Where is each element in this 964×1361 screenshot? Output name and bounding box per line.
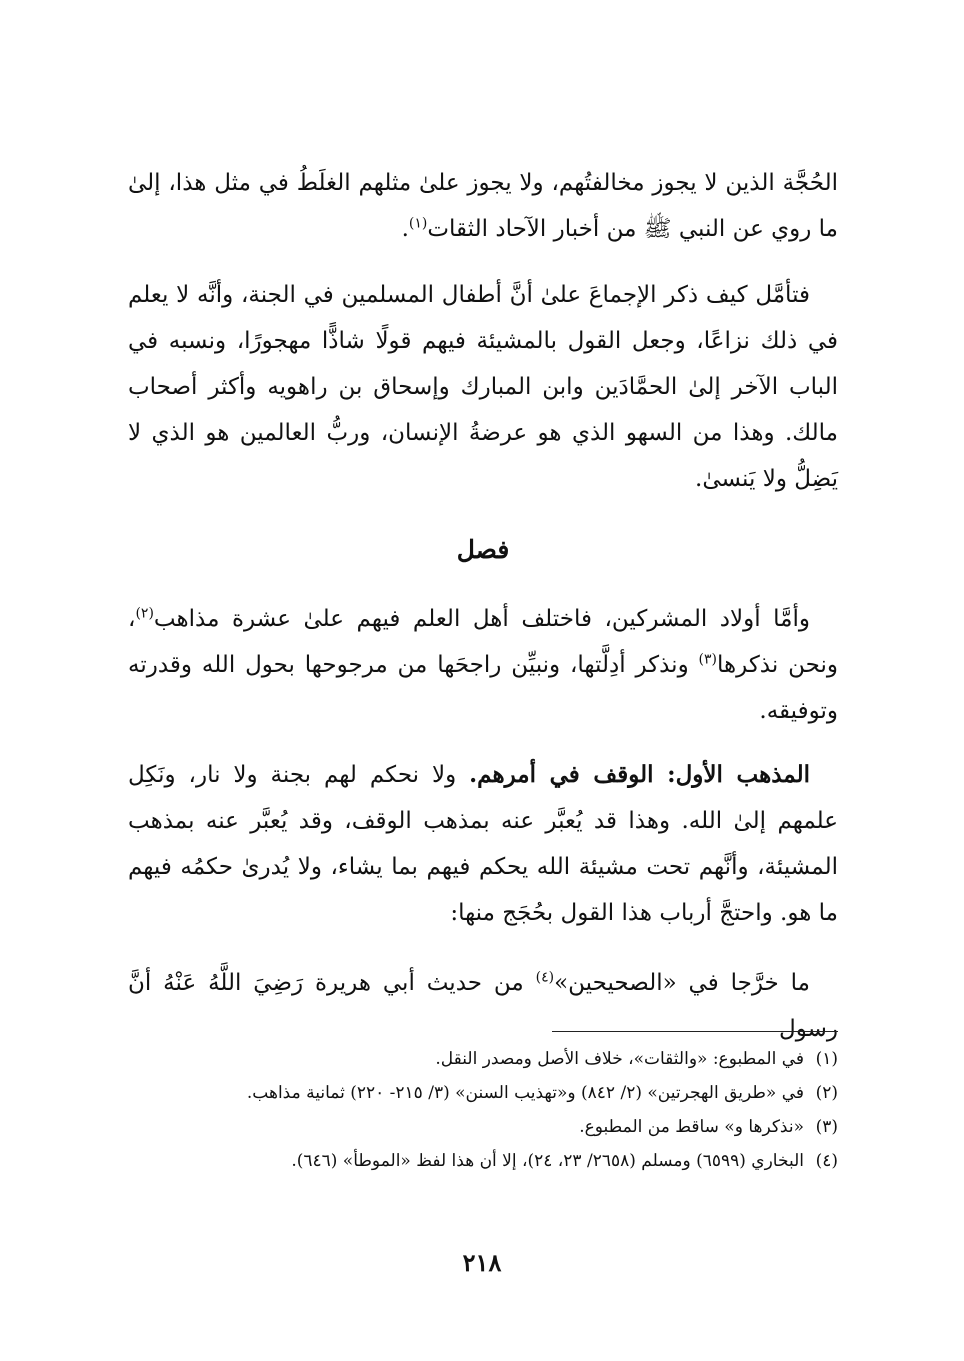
footnote-ref-3[interactable]: (٣) bbox=[698, 651, 718, 668]
paragraph-text: الحُجَّة الذين لا يجوز مخالفتُهم، ولا يجوز علىٰ مثلهم الغلَطُ في مثل هذا، إلىٰ ما روي عن النبي ﷺ من أخبار الآحاد الثقات bbox=[128, 170, 838, 242]
paragraph-text: ، ونحن نذكرها bbox=[128, 606, 838, 678]
paragraph-continuation bbox=[128, 160, 838, 252]
footnote-text: في «طريق الهجرتين» (٢/ ٨٤٢) و«تهذيب السنن» (٣/ ٢١٥- ٢٢٠) ثمانية مذاهب. bbox=[246, 1083, 804, 1103]
footnote-text: في المطبوع: «والثقات»، خلاف الأصل ومصدر النقل. bbox=[435, 1049, 804, 1069]
footnote-item bbox=[128, 1076, 838, 1110]
paragraph-text: من حديث أبي هريرة رَضِيَ اللَّهُ عَنْهُ أنَّ رسول bbox=[128, 970, 838, 1042]
paragraph-hadith-start bbox=[128, 960, 838, 1052]
footnote-ref-4[interactable]: (٤) bbox=[535, 969, 555, 986]
paragraph-text: ونذكر أدِلَّتها، ونبيِّن راجحَها من مرجوحها بحول الله وقدرته وتوفيقه. bbox=[128, 652, 838, 724]
paragraph-intro-schools bbox=[128, 596, 838, 734]
paragraph-reflection bbox=[128, 272, 838, 502]
footnote-item bbox=[128, 1144, 838, 1178]
page-number: ٢١٨ bbox=[462, 1248, 502, 1277]
paragraph-text: ولا نحكم لهم بجنة ولا نار، ونَكِل علمهم إلىٰ الله. وهذا قد يُعبَّر عنه بمذهب الوقف، وقد يُعبَّر عنه بمذهب المشيئة، وأنَّهم تحت مشيئة الله يحكم فيهم بما يشاء، ولا يُدرىٰ حكمُه فيهم ما هو. واحتجَّ أرباب هذا القول بحُجَج منها: bbox=[128, 762, 838, 926]
paragraph-text: ما خرَّجا في «الصحيحين» bbox=[554, 970, 810, 996]
footnote-text: البخاري (٦٥٩٩) ومسلم (٢٦٥٨/ ٢٣، ٢٤)، إلا أن هذا لفظ «الموطأ» (٦٤٦). bbox=[291, 1151, 804, 1171]
paragraph-end-mark: . bbox=[401, 216, 409, 242]
footnote-item bbox=[128, 1042, 838, 1076]
paragraph-first-school bbox=[128, 752, 838, 936]
footnote-number: (٣) bbox=[815, 1117, 838, 1137]
footnote-number: (٢) bbox=[815, 1083, 838, 1103]
footnote-number: (٤) bbox=[815, 1151, 838, 1171]
paragraph-text: وأمَّا أولاد المشركين، فاختلف أهل العلم فيهم علىٰ عشرة مذاهب bbox=[153, 606, 810, 632]
footnote-separator bbox=[552, 1031, 838, 1032]
footnote-number: (١) bbox=[815, 1049, 838, 1069]
footnote-item bbox=[128, 1110, 838, 1144]
school-title: المذهب الأول: الوقف في أمرهم. bbox=[469, 761, 811, 788]
footnotes-section bbox=[128, 1042, 838, 1178]
footnote-ref-2[interactable]: (٢) bbox=[135, 605, 154, 622]
paragraph-text: فتأمَّل كيف ذكر الإجماعَ علىٰ أنَّ أطفال المسلمين في الجنة، وأنَّه لا يعلم في ذلك نزاعًا، وجعل القول بالمشيئة فيهم قولًا شاذًّا مهجورًا، ونسبه في الباب الآخر إلىٰ الحمَّادَين وابن المبارك وإسحاق بن راهويه وأكثر أصحاب مالك. وهذا من السهو الذي هو عرضةُ الإنسان، وربُّ العالمين هو الذي لا يَضِلُّ ولا يَنسىٰ. bbox=[128, 282, 838, 492]
section-heading: فصل bbox=[456, 535, 510, 564]
footnote-ref-1[interactable]: (١) bbox=[408, 215, 428, 232]
footnote-text: «نذكرها و» ساقط من المطبوع. bbox=[579, 1117, 804, 1137]
